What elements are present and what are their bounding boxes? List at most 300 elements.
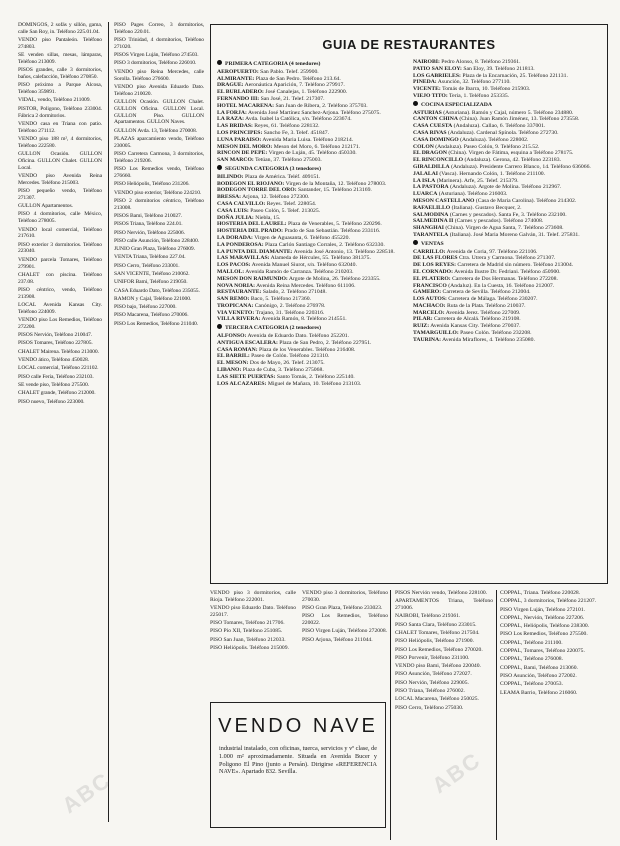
restaurant-details: Virgen de la Montaña, 12. Teléfono 278003. (284, 180, 387, 187)
classified-ad: COPPAL, Triana. Teléfono 220028. (500, 590, 581, 596)
restaurant-entry (413, 303, 601, 310)
watermark-icon: ABC (57, 766, 116, 819)
restaurant-details: Avenida José Antonio, 13. Teléfono 228518. (292, 248, 395, 255)
classified-ad: SAN VICENTE, Teléfono 210062. (114, 271, 190, 277)
classified-ad: PISO San Juan, Teléfono 212033. (210, 636, 286, 643)
restaurant-details: Alameda de Hércules, 55. Teléfono 381375. (269, 255, 371, 262)
classified-ad: GULLON Ocasión. GULLON Oficina. GULLON Chalet. GULLON Local. (18, 151, 102, 171)
restaurant-name: CASA LUIS: (217, 207, 249, 214)
classified-ad: PISO nuevo, Teléfono 223000. (18, 398, 85, 405)
guide-section-label: TERCERA CATEGORIA (2 tenedores) (225, 325, 322, 332)
restaurant-entry (413, 276, 601, 283)
restaurant-details: Carretera de Alcalá. Teléfono 219108. (432, 316, 521, 323)
classified-ad: PISO Pío XII, Teléfono 251085. (210, 628, 283, 635)
restaurant-entry (217, 367, 405, 374)
restaurant-entry (217, 296, 405, 303)
restaurant-entry (217, 69, 405, 76)
classified-ad: COPPAL, Teléfono 211100. (500, 639, 563, 646)
restaurant-name: LAS MARAVILLAS: (217, 255, 270, 262)
restaurant-details: Avenida Manuel Siurot, s/n. Teléfono 632040. (250, 262, 357, 269)
restaurant-details: Salado, 2. Teléfono 271048. (261, 289, 327, 296)
restaurant-name: CASA DOMINGO (413, 136, 459, 143)
guide-section-label: SEGUNDA CATEGORIA (3 tenedores) (225, 165, 322, 172)
restaurant-details: Reyes, 61. Teléfono 228132. (252, 123, 320, 130)
restaurant-details: Plaza de San Pedro. Teléfono 213.64. (254, 75, 341, 82)
restaurant-details: Aeronáutica Aparición, 7. Teléfono 279917. (243, 82, 345, 89)
column-rule (496, 590, 497, 840)
restaurant-details: Avenida Ramón de Carranza. Teléfono 210203. (244, 268, 354, 275)
restaurant-details: Prado de San Sebastián. Teléfono 233116. (283, 228, 381, 235)
classified-ad: PISO Asunción, Teléfono 272027. (395, 671, 472, 678)
classified-ad: PISO Heliópolis. Teléfono 215009. (210, 645, 289, 652)
classified-ad: PISO bajo, Teléfono 227000. (114, 304, 177, 311)
restaurant-entry (413, 164, 601, 171)
classified-ad: PISO Gran Plaza, Teléfono 233023. (302, 605, 383, 612)
restaurant-details: Dos de Mayo, 26. Telef. 213075. (248, 360, 325, 367)
restaurant-name: RUIZ: (413, 323, 430, 330)
restaurant-entry (413, 191, 601, 198)
classified-ad: PISO Virgen Luján, Teléfono 272101. (500, 606, 586, 613)
classifieds-column-2 (114, 22, 204, 742)
restaurant-name: BODEGON EL RIOJANO: (217, 180, 285, 187)
restaurant-details: (Asturiana). Teléfono 216003. (437, 191, 508, 198)
classified-ad: PISO Los Remedios vendo, Teléfono 276660. (114, 166, 204, 179)
restaurant-name: SAN REMO: (217, 296, 250, 303)
restaurant-details: (Marinera). Arfe, 25. Telef. 215379. (435, 177, 519, 184)
classified-ad: COPPAL, Bami, Teléfono 213060. (500, 664, 578, 671)
restaurant-details: (Italiana). Gustavo Becquer, 2. (450, 204, 522, 211)
restaurant-entry (413, 93, 601, 100)
restaurant-details: Virgen de Luján, 45. Teléfono 450330. (267, 150, 357, 157)
restaurant-details: Teria, 1. Teléfono 253335. (447, 92, 510, 99)
classified-ad: PISO Los Remedios, Teléfono 220022. (302, 613, 388, 627)
restaurant-entry (217, 381, 405, 388)
restaurant-details: Carretera de Málaga. Teléfono 230207. (446, 296, 538, 303)
restaurant-details: Arjona, 12. Teléfono 272300. (241, 194, 310, 201)
classified-ad: PISO Carretera Carmona, 3 dormitorios, Teléfono 219206. (114, 151, 204, 164)
classified-ad: CHALET Mairena. Teléfono 213000. (18, 348, 99, 355)
classified-ad: VENDO ático, Teléfono 450028. (18, 357, 90, 364)
restaurant-name: TAURINA: (413, 336, 442, 343)
restaurant-details: Avenida Maria Luisa. Teléfono 218214. (261, 136, 354, 143)
restaurant-name: TAMARGUILLO: (413, 330, 459, 337)
classified-ad: PISO Pages Correo, 3 dormitorios, Teléfono 220.01. (114, 22, 204, 35)
restaurant-name: MESON CASTELLANO (413, 197, 475, 204)
restaurant-details: Carretera de Sevilla. Teléfono 212004. (441, 289, 531, 296)
restaurant-name: ANTIGUA ESCALERA: (217, 339, 278, 346)
restaurant-details: (Italiana). José Maria Moreno Galván, 31. Telef. 275831. (448, 231, 580, 238)
restaurant-name: LA PUNTA DEL DIAMANTE: (217, 248, 293, 255)
classified-ad: DOMINGOS, 2 sofás y sillón, gama, calle San Roy, in. Teléfono 225.01.04. (18, 22, 102, 35)
restaurant-name: LOS PRINCIPES: (217, 129, 263, 136)
classified-ad: VENDO piso 3 dormitorios, calle Rioja. Teléfono 222001. (210, 590, 296, 603)
restaurant-name: CASA ROMAN: (217, 346, 258, 353)
restaurant-details: Niebla, 15. (253, 214, 281, 221)
restaurant-entry (217, 340, 405, 347)
restaurant-details: Avenida Jerez. Teléfono 227009. (444, 309, 521, 316)
restaurant-name: EL CORNADO: (413, 268, 453, 275)
restaurant-details: (Andaluz). En la Cuesta, 16. Teléfono 212007. (446, 282, 555, 289)
restaurant-name: VICENTE: (413, 86, 441, 93)
restaurant-name: COLON (413, 143, 434, 150)
restaurant-details: Plaza de Venerables, 5. Teléfono 220296. (286, 221, 382, 228)
classified-ad: PISO calle Feria, Teléfono 232103. (18, 373, 94, 380)
restaurant-details: Santo Tomás, 2. Teléfono 225140. (275, 373, 355, 380)
classified-ad: LOCAL Avenida Kansas City. Teléfono 224009. (18, 301, 102, 315)
bullet-icon (217, 60, 222, 65)
classified-ad: GULLON Ocasión. GULLON Chalet. GULLON Oficina. GULLON Local. GULLON Piso. GULLON Apartamentos. GULLON Naves. (114, 98, 204, 126)
classified-ad: PISO exterior 3 dormitorios. Teléfono 223040. (18, 241, 102, 255)
classified-ad: APARTAMENTOS Triana, Teléfono 271006. (395, 598, 493, 612)
restaurant-name: DE LOS REYES: (413, 262, 456, 269)
restaurant-details: (China). Virgen de Agua Santa, 7. Teléfono 273608. (443, 225, 564, 232)
classified-ad: COPPAL, Nervión, Teléfono 227206. (500, 614, 585, 621)
restaurant-details: Plaza de San Pedro, 2. Teléfono 227951. (277, 339, 372, 346)
classified-ad: PISTOR, Poligono, Teléfono 233004. Fábrica 2 dormitorios. (18, 105, 102, 119)
classified-ad: PISO Asunción, Teléfono 272002. (500, 672, 577, 679)
classified-ad: JUNIO Gran Plaza, Teléfono 276009. (114, 246, 195, 253)
restaurant-name: LIBANO: (217, 367, 242, 374)
restaurant-name: NAIROBI: (413, 59, 440, 65)
restaurant-details: (Andaluza). Paseo Colón, 9. Teléfono 215.52. (433, 143, 540, 150)
classified-ad: PISO Cerro, Teléfono 233001. (114, 262, 180, 269)
restaurant-name: TARANTELA (413, 231, 449, 238)
vendo-nave-title: VENDO NAVE (218, 715, 378, 737)
restaurant-details: Plaza de los Venerables. Teléfono 216408. (257, 346, 356, 353)
restaurant-details: Paseo Colón, 5. Telef. 213025. (248, 207, 321, 214)
restaurant-name: EL BARRIL: (217, 353, 250, 360)
restaurant-details: Santander, 15. Teléfono 213169. (296, 187, 372, 194)
classified-ad: VENDO piso Reina Mercedes, calle Sorolla. Teléfono 276600. (114, 68, 204, 82)
classified-ad: COPPAL, Teléfono 270053. (500, 681, 564, 688)
restaurant-details: Avenida de Eduardo Dato. Teléfono 252201. (246, 333, 350, 340)
restaurant-entry (217, 157, 405, 164)
classified-ad: PISO Macarena, Teléfono 270006. (114, 312, 189, 319)
restaurant-details: Tetúan, 37. Teléfono 275003. (253, 157, 322, 164)
restaurant-entry (413, 205, 601, 212)
restaurant-entry (217, 208, 405, 215)
restaurant-entry (217, 303, 405, 310)
restaurant-name: RAFAELILLO (413, 204, 451, 211)
restaurant-entry (217, 333, 405, 340)
restaurant-name: CASA CALVILLO: (217, 200, 266, 207)
restaurant-name: CARRILLO: (413, 248, 446, 255)
guide-section-heading (217, 324, 405, 332)
restaurant-entry (217, 194, 405, 201)
restaurant-entry (413, 171, 601, 178)
restaurant-name: TROPICANA: (217, 302, 254, 309)
restaurant-entry (217, 276, 405, 283)
classified-ad: COPPAL, 3 dormitorios, Teléfono 221207. (500, 598, 597, 605)
classified-ad: PISO Nervión, Teléfono 229005. (395, 679, 469, 686)
restaurant-name: MACHACO: (413, 302, 446, 309)
guide-section-heading (413, 101, 601, 109)
restaurant-details: (China). Juan Ramón Jiménez, 13. Teléfono 273558. (457, 116, 580, 123)
classified-ad: NAIROBI, Teléfono 219361. (395, 613, 461, 620)
watermark-icon: ABC (427, 746, 486, 799)
restaurant-details: Sancho Fe, 3. Telef. 451847. (262, 129, 329, 136)
classified-ad: VENDO piso Los Remedios, Teléfono 272200. (18, 317, 102, 330)
classified-ad: VENDO piso Avenida Eduardo Dato. Teléfono 210020. (114, 83, 204, 97)
restaurant-entry (413, 330, 601, 337)
restaurant-name: BRESSA: (217, 194, 242, 201)
classified-ad: PISO Los Remedios, Teléfono 275500. (500, 631, 588, 638)
restaurant-details: Paseo de Colón. Teléfono 221310. (249, 353, 330, 360)
restaurant-name: RESTAURANTE: (217, 289, 262, 296)
classified-ad: PISO calle Asunción, Teléfono 228400. (114, 237, 199, 244)
classifieds-column-1 (18, 22, 102, 822)
restaurant-entry (217, 123, 405, 130)
restaurant-details: Avenida Ramón, 8. Teléfono 214551. (260, 316, 347, 323)
guide-section-heading (217, 165, 405, 173)
restaurant-details: Avda. Isabel la Católica, s/n. Teléfono 223674. (244, 116, 352, 123)
restaurant-name: LUARCA (413, 191, 438, 198)
classified-ad: PISOS grandes, calle 3 dormitorios, baños, calefacción, Teléfono 270850. (18, 67, 102, 81)
classified-ad: VENDO parcela Tomares, Teléfono 279901. (18, 256, 102, 270)
classified-ad: PISO próximo a Parque Alcosa, Teléfono 359891. (18, 82, 102, 96)
restaurant-name: SAN MARCO: (217, 157, 254, 164)
restaurant-name: VIEJO TITO: (413, 92, 448, 99)
classified-ad: LOCAL Macarena, Teléfono 250025. (395, 696, 479, 703)
classified-ad: PISO 2 dormitorios céntrico, Teléfono 213008. (114, 197, 204, 211)
restaurant-name: LOS PACOS: (217, 262, 251, 269)
restaurant-guide-column-1 (217, 59, 405, 579)
vendo-nave-ad (210, 702, 386, 828)
restaurant-details: (China). Virgen de Fátima, esquina a Teléfono 278175. (446, 150, 574, 157)
restaurant-details: Reyes. Telef. 228054. (265, 200, 317, 207)
classified-ad: PISO Heliópolis, Teléfono 231206. (114, 181, 190, 188)
classified-ad: PISO Cerro, Teléfono 275030. (395, 704, 464, 711)
restaurant-entry (217, 130, 405, 137)
restaurant-name: CASA RIVAS (413, 129, 447, 136)
classified-ad: PISOS Bami, Teléfono 210027. (114, 212, 183, 219)
restaurant-name: GAMERO: (413, 289, 442, 296)
restaurant-entry (217, 316, 405, 323)
restaurant-details: San José, 21. Telef. 217307. (259, 95, 325, 102)
bullet-icon (413, 101, 418, 106)
classified-ad: SE venden sillas, mesas, lámparas, Teléfono 213009. (18, 52, 102, 65)
restaurant-name: MESON DEL MORO: (217, 143, 273, 150)
classified-ad: LEAMA Barrio, Teléfono 216060. (500, 689, 578, 696)
restaurant-name: FRANCISCO (413, 282, 447, 289)
classified-ad: CASA Eduardo Dato, Teléfono 235055. (114, 287, 200, 294)
restaurant-details: Carretera de Dos Hermanas. Teléfono 272208. (450, 275, 558, 282)
restaurant-entry (217, 262, 405, 269)
bullet-icon (217, 324, 222, 329)
classified-ad: PISO 3 dormitorios, Teléfono 226010. (114, 60, 197, 67)
restaurant-details: Argote de Molina, 26. Teléfono 223355. (287, 275, 381, 282)
restaurant-details: Paseo Colón. Teléfono 232208. (458, 330, 532, 337)
restaurant-name: MESON DON RAIMUNDO: (217, 275, 288, 282)
classified-ad: CHALET grande, Teléfono 212000. (18, 390, 96, 397)
classified-ad: SE vende piso, Teléfono 275500. (18, 381, 89, 388)
guide-section-label: PRIMERA CATEGORIA (4 tenedores) (225, 61, 321, 67)
restaurant-entry (413, 232, 601, 239)
classified-ad: PISOS Tomares, Teléfono 227805. (18, 340, 93, 347)
restaurant-details: José Canalejas, 1. Teléfono 222900. (263, 89, 348, 96)
restaurant-details: (Andaluza). Gerona, 42. Teléfono 223183. (463, 157, 561, 164)
restaurant-name: ALFONSO: (217, 333, 247, 340)
restaurant-name: VILLA RIVERA: (217, 316, 261, 323)
classified-ad: GULLON Avda. 13, Teléfono 270008. (114, 127, 197, 134)
restaurant-name: PATIO SAN ELOY: (413, 65, 462, 72)
restaurant-details: (Andaluza). Argote de Molina. Teléfono 212967. (448, 184, 562, 191)
restaurant-name: DE LAS FLORES (413, 255, 458, 262)
restaurant-name: LAS SIETE PUERTAS: (217, 373, 276, 380)
restaurant-entry (217, 235, 405, 242)
classified-ad: PISO 4 dormitorios, calle México, Teléfono 278005. (18, 211, 102, 225)
restaurant-name: HOTEL MACARENA: (217, 102, 275, 109)
restaurant-name: EL RINCONCILLO (413, 157, 464, 164)
restaurant-entry (217, 374, 405, 381)
classified-ad: PISOS Triana, Teléfono 224.01. (114, 221, 183, 228)
restaurant-name: SHANGHAI (413, 225, 444, 232)
classifieds-bottom-column-1 (210, 590, 296, 700)
restaurant-name: PILAR: (413, 316, 433, 323)
classified-ad: COPPAL, Tomares, Teléfono 220075. (500, 648, 585, 655)
classified-ad: VENDO piso Pantaleón. Teléfono 274803. (18, 37, 102, 50)
vendo-nave-text: industrial instalado, con oficinas, tuerca, servicios y vº clase, de 1.000 m² aproximadamente. Situada en Avenida Bucer y Poligono El Pino (junto a Persán). Dirigirse «REFERENCIA NAVE». Apartado 832. Sevilla. (219, 745, 377, 776)
classified-ad: VENDO piso exterior, Teléfono 224210. (114, 189, 202, 196)
restaurant-details: Miguel de Mañara, 10. Teléfono 213103. (266, 380, 362, 387)
restaurant-entry (413, 59, 601, 66)
restaurant-name: SALMEDINA II (413, 218, 454, 225)
restaurant-entry (413, 225, 601, 232)
classified-ad: PISO Porvenir, Teléfono 231100. (395, 654, 470, 661)
restaurant-name: LOS AUTOS: (413, 296, 447, 303)
restaurant-entry (217, 96, 405, 103)
classified-ad: COPPAL, Teléfono 276008. (500, 656, 564, 663)
restaurant-details: San Juan de Ribera, 2. Teléfono 375703. (274, 102, 368, 109)
classified-ad: PISO Trinidad, 4 dormitorios, Teléfono 271020. (114, 37, 204, 50)
restaurant-name: RINCON DE PEPE: (217, 150, 268, 157)
classified-ad: LOCAL comercial, Teléfono 221102. (18, 365, 99, 372)
restaurant-details: (Vasca). Hernando Colón, 1. Teléfono 211100. (437, 170, 546, 177)
restaurant-entry (413, 296, 601, 303)
classified-ad: GULLON Apartamentos. (18, 203, 73, 210)
classified-ad: PISO Virgen Luján, Teléfono 272008. (302, 628, 388, 635)
classified-ad: UNIFOR Bami, Teléfono 219050. (114, 279, 188, 286)
restaurant-entry (217, 89, 405, 96)
restaurant-name: DOÑA JULIA: (217, 214, 254, 221)
classified-ad: RAMON y Cajal, Teléfono 221000. (114, 295, 192, 302)
restaurant-details: (Andaluza). Presidente Carrero Blanco, 14. Teléfono 636066. (449, 163, 591, 170)
restaurant-details: Avenida Ilustre Dr. Fedriani. Teléfono 450900. (452, 268, 561, 275)
restaurant-name: EL MESON: (217, 360, 249, 367)
restaurant-name: PINEDA: (413, 79, 437, 86)
restaurant-name: EL DRAGON (413, 150, 447, 157)
restaurant-entry (217, 137, 405, 144)
classifieds-bottom-column-2 (302, 590, 388, 700)
guide-section-label: COCINA ESPECIALIZADA (421, 101, 492, 108)
restaurant-details: (Andaluza). Teléfono 228002. (458, 136, 529, 143)
restaurant-entry (413, 262, 601, 269)
restaurant-name: GIRALDILLA (413, 163, 450, 170)
restaurant-entry (217, 242, 405, 249)
restaurant-name: MARCELO: (413, 309, 445, 316)
restaurant-entry (413, 123, 601, 130)
restaurant-name: BODEGON TORRE DEL ORO: (217, 187, 297, 194)
restaurant-details: Avenida Kansas City. Teléfono 270037. (429, 323, 521, 330)
restaurant-guide-column-2 (413, 59, 601, 579)
guide-section-label: VENTAS (421, 240, 444, 247)
restaurant-entry (217, 269, 405, 276)
restaurant-name: JALALAI (413, 170, 438, 177)
restaurant-entry (413, 198, 601, 205)
classified-ad: PISO Nervión, Teléfono 225006. (114, 229, 185, 236)
restaurant-entry (413, 137, 601, 144)
restaurant-name: VIA VENETO: (217, 309, 255, 316)
restaurant-name: LA PASTORA (413, 184, 449, 191)
classified-ad: PISO Santa Clara, Teléfono 233015. (395, 621, 477, 628)
column-rule (108, 22, 109, 822)
restaurant-details: Avenida José Martínez Sanchez-Arjona. Teléfono 275075. (246, 109, 381, 116)
restaurant-name: FERNANDO III: (217, 95, 260, 102)
restaurant-entry (413, 269, 601, 276)
guide-section-heading (413, 240, 601, 248)
restaurant-details: (Carnes y pescados). Teléfono 274008. (453, 218, 544, 225)
restaurant-entry (413, 337, 601, 344)
restaurant-details: Plaza de la Encarnación, 25. Teléfono 221131. (460, 72, 568, 79)
restaurant-name: CASA CUESTA (413, 123, 453, 130)
classified-ad: PISOS Nervión vendo, Teléfono 228100. (395, 590, 488, 596)
restaurant-details: Carretera de Madrid sin número. Teléfono 213004. (455, 262, 574, 269)
restaurant-details: Avenida Reina Mercedes. Teléfono 611106. (254, 282, 356, 289)
classified-ad: VENDO piso Eduardo Dato. Teléfono 225017. (210, 605, 296, 618)
restaurant-details: Pedro Alonso, 8. Teléfono 219361. (439, 59, 521, 65)
restaurant-name: LA ISLA (413, 177, 436, 184)
classified-ad: COPPAL, Heliópolis, Teléfono 238300. (500, 623, 590, 630)
restaurant-entry (413, 66, 601, 73)
classified-ad: PISO Los Remedios, Teléfono 211040. (114, 320, 199, 327)
restaurant-details: Trajano, 31. Teléfono 220316. (254, 309, 325, 316)
guide-section-heading (217, 60, 405, 68)
restaurant-name: NOVA NORIA: (217, 282, 255, 289)
restaurant-details: Virgen de Aguasanta, 6. Teléfono 455220. (252, 234, 350, 241)
restaurant-details: Ruta de la Plata. Teléfono 210037. (445, 302, 526, 309)
restaurant-name: LUNA PARAISO: (217, 136, 262, 143)
classified-ad: PISO Tomares, Teléfono 217706. (210, 620, 285, 627)
classified-ad: VENDO local comercial, Teléfono 217610. (18, 226, 102, 240)
restaurant-details: (Carnes y pescados). Santa Fe, 3. Teléfono 232100. (448, 211, 567, 218)
classified-ad: PISO pequeño vendo, Teléfono 271307. (18, 188, 102, 201)
restaurant-details: (Andaluza). Cardenal Spínola. Teléfono 272730. (446, 129, 559, 136)
classified-ad: CHALET con piscina. Teléfono 237.08. (18, 271, 102, 285)
restaurant-guide-title: GUIA DE RESTAURANTES (322, 37, 496, 52)
restaurant-name: EL PLATERO: (413, 275, 451, 282)
restaurant-details: Avenida Miraflores, 4. Teléfono 235080. (441, 336, 535, 343)
classifieds-bottom-column-4 (500, 590, 604, 840)
classified-ad: VENDO piso 188 m², 4 dormitorios, Teléfono 222580. (18, 135, 102, 149)
restaurant-guide-box (210, 24, 608, 584)
classified-ad: PISO céntrico, vendo, Teléfono 213908. (18, 286, 102, 300)
restaurant-details: Plaza de América. Teléf. 409151. (243, 173, 321, 180)
bullet-icon (413, 240, 418, 245)
restaurant-entry (413, 157, 601, 164)
restaurant-details: Ctra. Utrera y Carmona. Teléfono 271307. (457, 255, 556, 262)
restaurant-name: AEROPUERTO: (217, 68, 259, 75)
restaurant-entry (217, 228, 405, 235)
bullet-icon (217, 165, 222, 170)
classified-ad: VENDO piso Bami, Teléfono 220040. (395, 663, 481, 670)
restaurant-name: LA DORADA: (217, 234, 253, 241)
restaurant-name: MALLOL: (217, 268, 245, 275)
restaurant-details: Avenida de Coria, 97. Teléfono 221106. (445, 248, 538, 255)
column-rule (390, 590, 391, 840)
classified-ad: VENDO piso Avenida Reina Mercedes. Teléfono 215003. (18, 172, 102, 186)
classifieds-bottom-column-3 (395, 590, 493, 840)
classified-ad: PISO Arjona, Teléfono 211044. (302, 636, 373, 643)
